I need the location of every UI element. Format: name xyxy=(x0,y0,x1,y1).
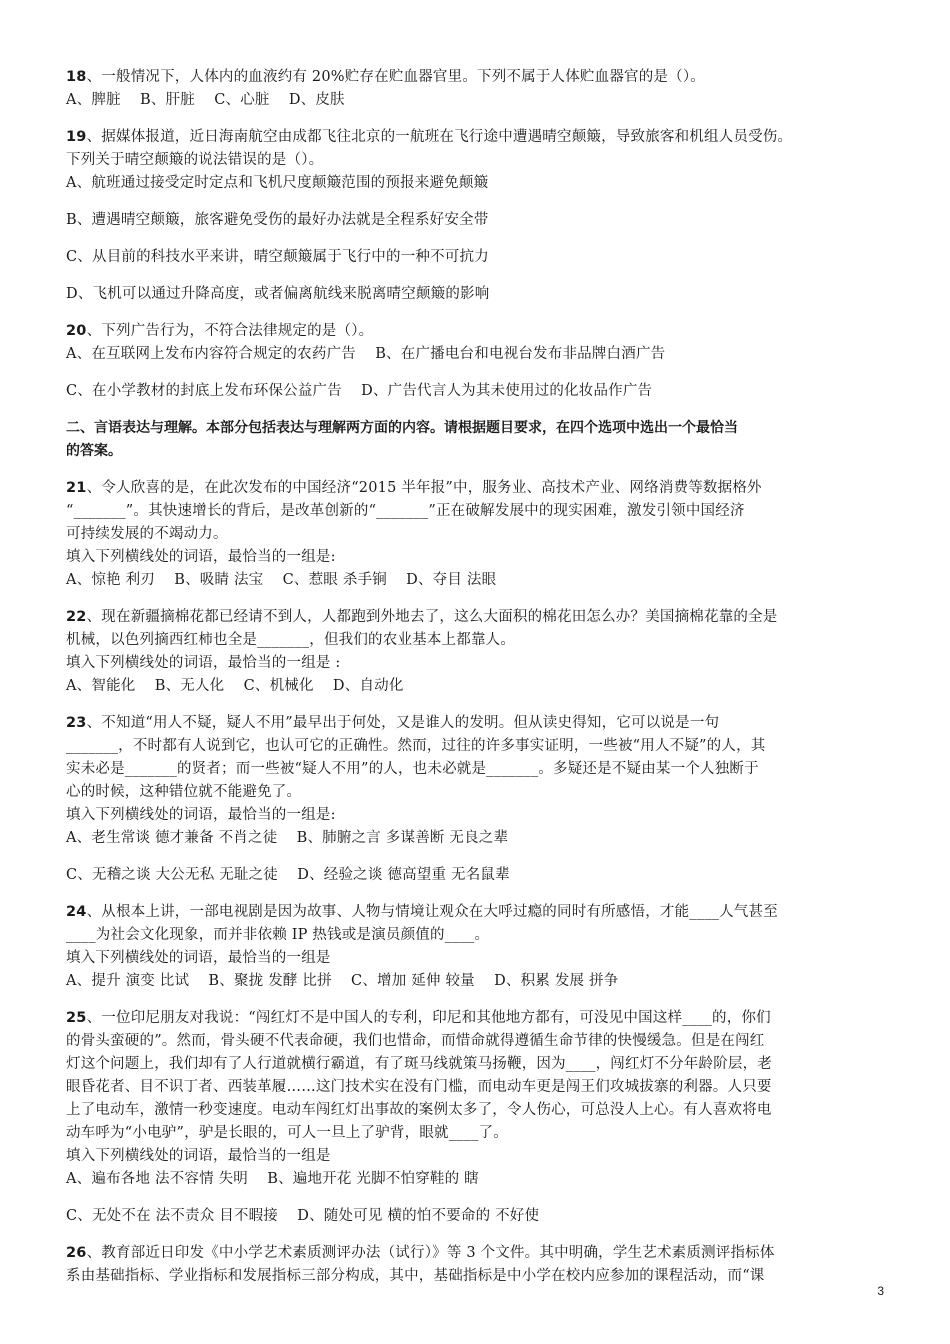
options-row-1: A、老生常谈 德才兼备 不肖之徒 B、肺腑之言 多谋善断 无良之辈 xyxy=(66,830,509,846)
page-number: 3 xyxy=(877,1284,884,1298)
question-stem: 20、下列广告行为，不符合法律规定的是（）。 xyxy=(66,323,374,339)
question-prompt: 填入下列横线处的词语，最恰当的一组是: xyxy=(66,549,336,565)
question-prompt: 填入下列横线处的词语，最恰当的一组是 xyxy=(66,950,331,966)
question-stem: 21、令人欣喜的是，在此次发布的中国经济“2015 半年报”中，服务业、高技术产业、网络消费等数据格外 xyxy=(66,480,762,496)
question-number: 21 xyxy=(66,480,87,496)
question-26 xyxy=(66,1242,886,1288)
question-prompt: 填入下列横线处的词语，最恰当的一组是: xyxy=(66,807,336,823)
options-row-2: C、在小学教材的封底上发布环保公益广告 D、广告代言人为其未使用过的化妆品作广告 xyxy=(66,383,653,399)
question-stem: 24、从根本上讲，一部电视剧是因为故事、人物与情境让观众在大呼过瘾的同时有所感悟，才能____人气甚至 xyxy=(66,904,778,920)
question-stem-continued: 眼昏花者、目不识丁者、西装革履……这门技术实在没有门槛，而电动车更是闯王们攻城拔寨的利器。人只要 xyxy=(66,1079,772,1095)
question-stem-continued: 动车呼为“小电驴”，驴是长眼的，可人一旦上了驴背，眼就____了。 xyxy=(66,1125,508,1141)
section-heading xyxy=(66,417,886,463)
question-number: 26 xyxy=(66,1245,87,1261)
question-25 xyxy=(66,1007,886,1228)
question-stem: 18、一般情况下，人体内的血液约有 20%贮存在贮血器官里。下列不属于人体贮血器官的是（）。 xyxy=(66,69,705,85)
question-stem: 22、现在新疆摘棉花都已经请不到人，人都跑到外地去了，这么大面积的棉花田怎么办？美国摘棉花靠的全是 xyxy=(66,609,778,625)
question-number: 18 xyxy=(66,69,87,85)
question-stem-continued: 上了电动车，激情一秒变速度。电动车闯红灯出事故的案例太多了，令人伤心，可总没人上心。有人喜欢将电 xyxy=(66,1102,772,1118)
question-stem-continued: 机械，以色列摘西红柿也全是_______，但我们的农业基本上都靠人。 xyxy=(66,632,516,648)
question-stem-continued: _______，不时都有人说到它，也认可它的正确性。然而，过往的许多事实证明，一些被“用人不疑”的人，其 xyxy=(66,738,766,754)
question-stem-continued: 灯这个问题上，我们却有了人行道就横行霸道，有了斑马线就策马扬鞭，因为____，闯红灯不分年龄阶层，老 xyxy=(66,1056,772,1072)
section-heading-line: 的答案。 xyxy=(66,443,122,459)
question-prompt: 填入下列横线处的词语，最恰当的一组是 xyxy=(66,1148,331,1164)
question-number: 20 xyxy=(66,323,87,339)
question-options: A、脾脏 B、肝脏 C、心脏 D、皮肤 xyxy=(66,92,345,108)
question-options: A、惊艳 利刃 B、吸睛 法宝 C、惹眼 杀手锏 D、夺目 法眼 xyxy=(66,572,497,588)
question-options: A、提升 演变 比试 B、聚拢 发酵 比拼 C、增加 延伸 较量 D、积累 发展 拼争 xyxy=(66,973,619,989)
question-24 xyxy=(66,901,886,993)
question-number: 24 xyxy=(66,904,87,920)
option-c: C、从目前的科技水平来讲，晴空颠簸属于飞行中的一种不可抗力 xyxy=(66,249,489,265)
question-stem: 23、不知道“用人不疑，疑人不用”最早出于何处，又是谁人的发明。但从读史得知，它可以说是一句 xyxy=(66,715,720,731)
option-b: B、遭遇晴空颠簸，旅客避免受伤的最好办法就是全程系好安全带 xyxy=(66,212,489,228)
options-row-1: A、在互联网上发布内容符合规定的农药广告 B、在广播电台和电视台发布非品牌白酒广告 xyxy=(66,346,666,362)
question-21 xyxy=(66,477,886,592)
question-stem-continued: 下列关于晴空颠簸的说法错误的是（）。 xyxy=(66,152,324,168)
question-number: 23 xyxy=(66,715,87,731)
option-d: D、飞机可以通过升降高度，或者偏离航线来脱离晴空颠簸的影响 xyxy=(66,286,490,302)
question-number: 25 xyxy=(66,1010,87,1026)
question-stem-continued: 可持续发展的不竭动力。 xyxy=(66,526,228,542)
question-stem: 19、据媒体报道，近日海南航空由成都飞往北京的一航班在飞行途中遭遇晴空颠簸，导致旅客和机组人员受伤。 xyxy=(66,129,793,145)
question-stem-continued: ____为社会文化现象，而并非依赖 IP 热钱或是演员颜值的____。 xyxy=(66,927,490,943)
question-stem-continued: 心的时候，这种错位就不能避免了。 xyxy=(66,784,302,800)
question-19 xyxy=(66,126,886,306)
question-stem: 25、一位印尼朋友对我说：“闯红灯不是中国人的专利，印尼和其他地方都有，可没见中国这样____的，你们 xyxy=(66,1010,771,1026)
question-stem-continued: 实未必是_______的贤者；而一些被“疑人不用”的人，也未必就是_______。多疑还是不疑由某一个人独断于 xyxy=(66,761,759,777)
question-18 xyxy=(66,66,886,112)
question-options: A、智能化 B、无人化 C、机械化 D、自动化 xyxy=(66,678,404,694)
question-stem-continued: 的骨头蛮硬的”。然而，骨头硬不代表命硬，我们也惜命，而惜命就得遵循生命节律的快慢缓急。但是在闯红 xyxy=(66,1033,765,1049)
document-page xyxy=(66,66,886,1288)
options-row-2: C、无处不在 法不责众 目不暇接 D、随处可见 横的怕不要命的 不好使 xyxy=(66,1208,540,1224)
question-23 xyxy=(66,712,886,887)
question-stem-continued: 系由基础指标、学业指标和发展指标三部分构成，其中，基础指标是中小学在校内应参加的课程活动，而“课 xyxy=(66,1268,765,1284)
question-number: 22 xyxy=(66,609,87,625)
question-prompt: 填入下列横线处的词语，最恰当的一组是 : xyxy=(66,655,341,671)
options-row-1: A、遍布各地 法不容情 失明 B、遍地开花 光脚不怕穿鞋的 瞎 xyxy=(66,1171,479,1187)
question-number: 19 xyxy=(66,129,87,145)
option-a: A、航班通过接受定时定点和飞机尺度颠簸范围的预报来避免颠簸 xyxy=(66,175,489,191)
question-stem: 26、教育部近日印发《中小学艺术素质测评办法（试行）》等 3 个文件。其中明确，学生艺术素质测评指标体 xyxy=(66,1245,775,1261)
section-heading-line: 二、言语表达与理解。本部分包括表达与理解两方面的内容。请根据题目要求，在四个选项中选出一个最恰当 xyxy=(66,420,738,436)
question-20 xyxy=(66,320,886,403)
options-row-2: C、无稽之谈 大公无私 无耻之徒 D、经验之谈 德高望重 无名鼠辈 xyxy=(66,867,510,883)
question-22 xyxy=(66,606,886,698)
question-stem-continued: “_______”。其快速增长的背后，是改革创新的“_______”正在破解发展中的现实困难，激发引领中国经济 xyxy=(66,503,745,519)
